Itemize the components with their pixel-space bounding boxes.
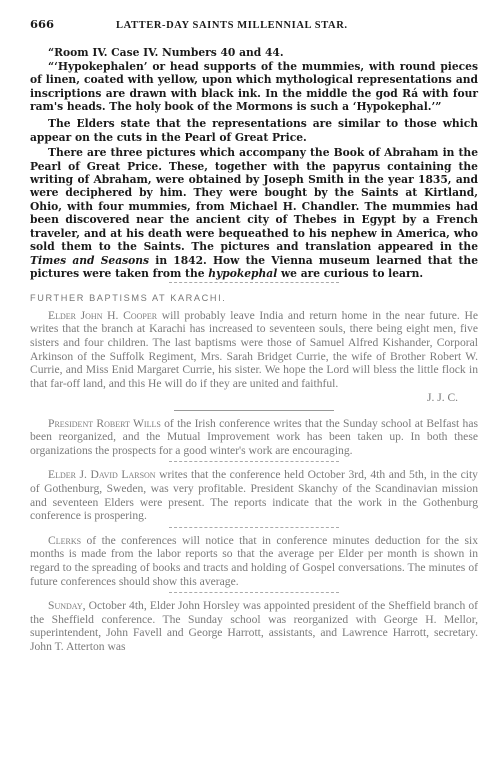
page-number: 666 — [30, 17, 55, 31]
item-wills-name: President Robert Wills — [48, 416, 161, 430]
item-sunday-name: Sunday, — [48, 599, 86, 613]
item-cooper — [30, 309, 478, 391]
item-wills — [30, 417, 478, 458]
paragraph-pictures-text-b: in 1842. How the Vienna museum learned that the pictures were taken from the — [30, 253, 479, 280]
item-larson-name: Elder J. David Larson — [48, 468, 156, 482]
paragraph-pictures-italic-times: Times and Seasons — [30, 253, 150, 267]
item-cooper-text: will probably leave India and return home in the near future. He writes that the branch at Karachi has increased to seventeen souls, there being eight men, five sisters and four children. The last baptisms were those of Samuel Alfred Kishander, Corporal Arkinson of the Suffolk Regiment, Mrs. Sarah Bridget Currie, the wife of Brother Robert W. Currie, and Miss Enid Margaret Currie, his sister. We hope the Lord will bless the little flock in that far-off land, and this He will do if they are united and faithful. — [30, 308, 478, 390]
item-sunday-text: October 4th, Elder John Horsley was appointed president of the Sheffield branch of the Sheffield conference. The Sunday school was reorganized with George H. Mellor, superintendent, John Favell and George Harrott, assistants, and Lawrence Harrott, secretary. John T. Atterton was — [30, 599, 478, 653]
divider-4 — [169, 592, 339, 593]
item-sunday — [30, 599, 478, 653]
document-page — [30, 18, 478, 654]
section-divider — [169, 282, 339, 283]
item-larson-text: writes that the conference held October 3rd, 4th and 5th, in the city of Gothenburg, Sweden, was very profitable. President Skanchy of the Scandinavian mission and seventeen Elders were present. The reports indicate that the work in the Gothenburg conference is prospering. — [30, 468, 478, 523]
item-clerks — [30, 534, 478, 588]
running-title: LATTER-DAY SAINTS MILLENNIAL STAR. — [116, 20, 348, 31]
divider-1 — [174, 410, 334, 411]
paragraph-pictures — [30, 146, 478, 280]
quote-body: “‘Hypokephalen’ or head supports of the mummies, with round pieces of linen, coated with yellow, upon which mythological representations and inscriptions are drawn with black ink. In the middle the god Rá with four ram's heads. The holy book of the Mormons is such a ‘Hypokephal.’” — [30, 59, 478, 114]
item-wills-text: of the Irish conference writes that the Sunday school at Belfast has been reorganized, and the Mutual Improvement work has been taken up. In both these organizations the prospects for a good winter's work are encouraging. — [30, 416, 478, 457]
divider-3 — [169, 527, 339, 528]
item-larson — [30, 468, 478, 522]
paragraph-pictures-text-a: There are three pictures which accompany the Book of Abraham in the Pearl of Great Price. These, together with the papyrus containing the writing of Abraham, were obtained by Joseph Smith in the year 1835, and were deciphered by him. They were bought by the Saints at Kirtland, Ohio, with four mummies, from Michael H. Chandler. The mummies had been discovered near the ancient city of Thebes in Egypt by a French traveler, and at his death were bequeathed to his nephew in America, who sold them to the Saints. The pictures and translation appeared in the — [30, 146, 478, 254]
signature-initials: J. J. C. — [427, 392, 458, 405]
item-clerks-name: Clerks — [48, 533, 82, 547]
item-clerks-text: of the conferences will notice that in conference minutes deduction for the six months is made from the labor reports so that the average per Elder per month is shown in regard to the spreading of books and tracts and holding of Gospel conversations. The minutes of future conferences should show this average. — [30, 533, 478, 588]
divider-2 — [169, 461, 339, 462]
section-heading: FURTHER BAPTISMS AT KARACHI. — [30, 293, 227, 304]
item-cooper-name: Elder John H. Cooper — [48, 308, 158, 322]
paragraph-elders: The Elders state that the representations are similar to those which appear on the cuts in the Pearl of Great Price. — [30, 117, 478, 144]
paragraph-pictures-italic-hypokephal: hypokephal — [208, 266, 278, 280]
page-header — [30, 18, 478, 32]
paragraph-pictures-text-c: we are curious to learn. — [277, 266, 424, 280]
quote-line: “Room IV. Case IV. Numbers 40 and 44. — [48, 46, 284, 60]
